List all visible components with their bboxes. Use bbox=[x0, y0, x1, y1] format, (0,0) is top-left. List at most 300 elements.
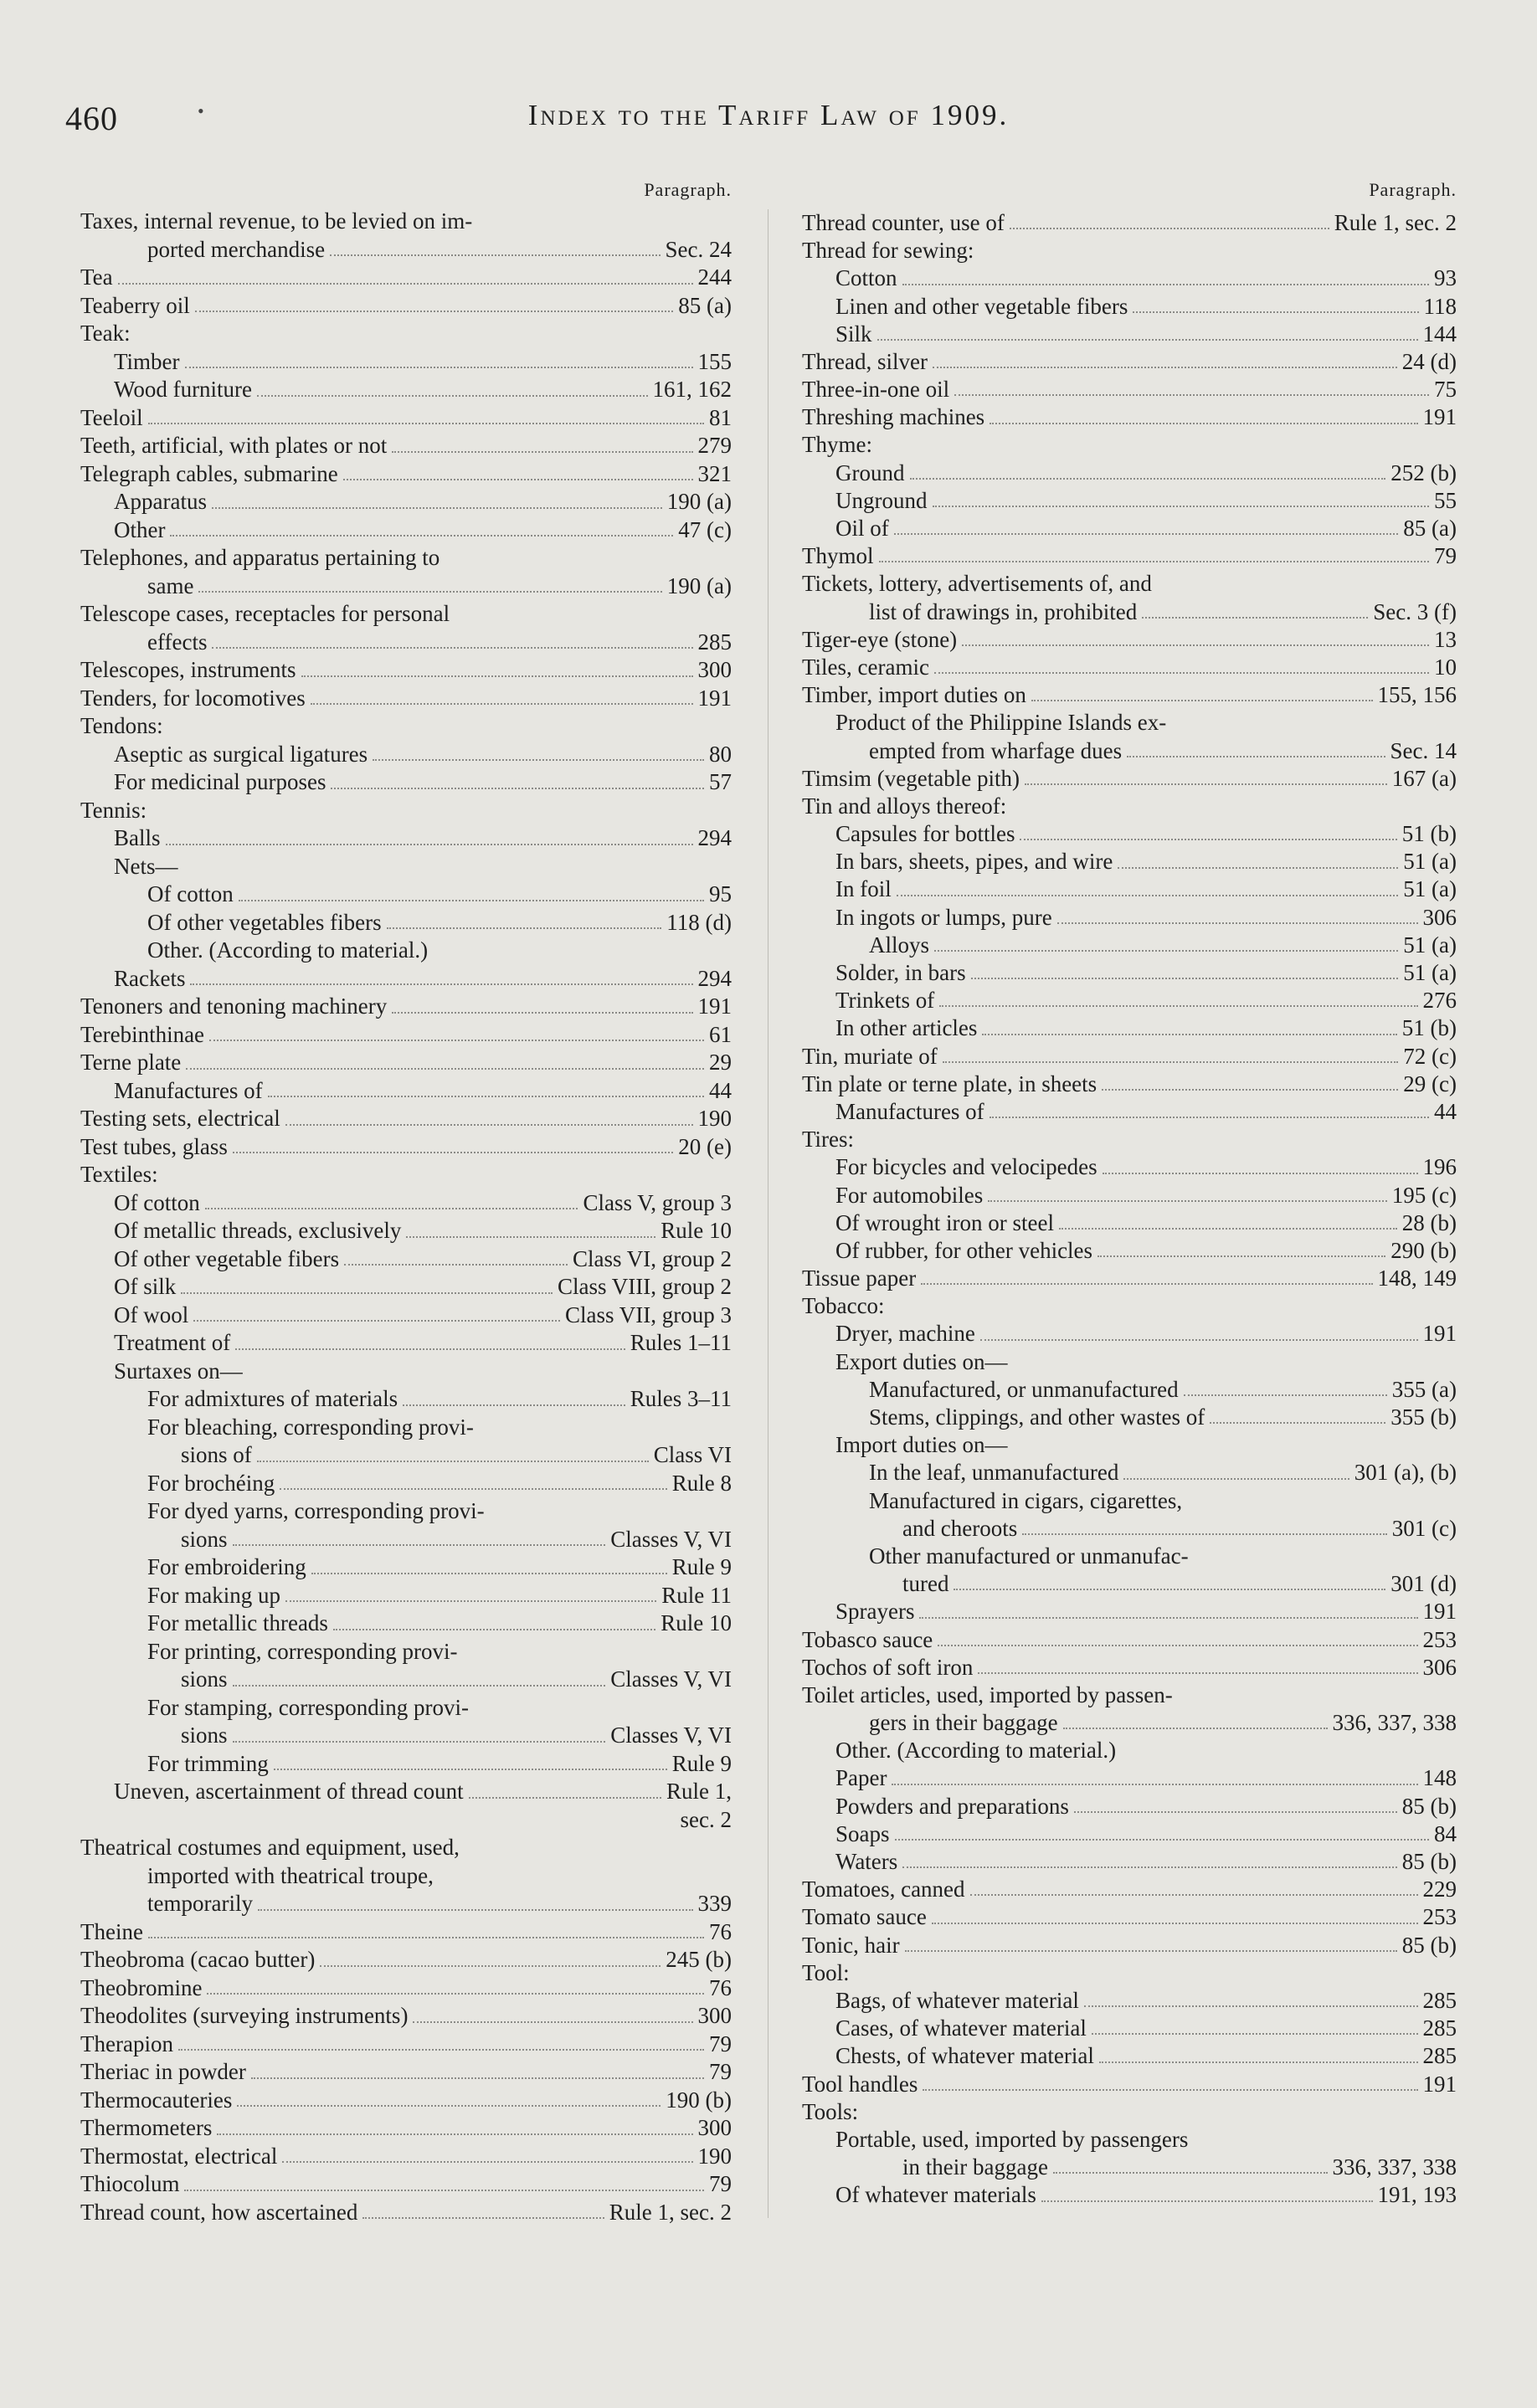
index-entry bbox=[802, 1265, 1457, 1292]
entry-reference: 44 bbox=[709, 1077, 732, 1103]
entry-text: Teeloil bbox=[80, 404, 143, 430]
entry-text: Teak: bbox=[80, 321, 131, 346]
entry-text: effects bbox=[147, 629, 208, 655]
entry-text: For brochéing bbox=[147, 1470, 275, 1496]
entry-reference: 85 (b) bbox=[1401, 1849, 1457, 1875]
entry-text: Tickets, lottery, advertisements of, and bbox=[802, 571, 1152, 597]
entry-text: Surtaxes on— bbox=[114, 1358, 243, 1384]
entry-text: For metallic threads bbox=[147, 1610, 328, 1635]
entry-reference: Rule 1, sec. 2 bbox=[609, 2199, 732, 2225]
entry-text: empted from wharfage dues bbox=[869, 737, 1123, 763]
index-entry bbox=[80, 1302, 732, 1330]
entry-text: Linen and other vegetable fibers bbox=[835, 293, 1128, 319]
entry-text: Dryer, machine bbox=[835, 1321, 975, 1347]
entry-reference: 95 bbox=[709, 881, 732, 906]
index-entry bbox=[80, 629, 732, 657]
index-entry bbox=[802, 1737, 1457, 1764]
dot-leader bbox=[469, 1797, 661, 1799]
dot-leader bbox=[1118, 867, 1398, 869]
dot-leader bbox=[331, 788, 704, 789]
dot-leader bbox=[239, 900, 704, 901]
entry-reference: 167 (a) bbox=[1391, 765, 1457, 791]
index-entry bbox=[802, 2042, 1457, 2070]
entry-text: Thyme: bbox=[802, 432, 872, 458]
index-entry bbox=[80, 1834, 732, 1862]
dot-leader bbox=[392, 1012, 692, 1014]
index-entry bbox=[802, 1459, 1457, 1486]
dot-leader bbox=[1010, 228, 1329, 229]
entry-text: In the leaf, unmanufactured bbox=[869, 1460, 1119, 1486]
index-entry bbox=[80, 1638, 732, 1666]
entry-reference: 253 bbox=[1422, 1626, 1457, 1652]
dot-leader bbox=[233, 1544, 606, 1546]
entry-reference: 29 (c) bbox=[1403, 1071, 1457, 1096]
index-entry bbox=[80, 1806, 732, 1835]
index-entry bbox=[802, 709, 1457, 737]
entry-text: Portable, used, imported by passengers bbox=[835, 2126, 1189, 2152]
entry-text: Thread count, how ascertained bbox=[80, 2199, 358, 2225]
entry-reference: Classes V, VI bbox=[610, 1666, 732, 1692]
index-entry bbox=[80, 2058, 732, 2087]
entry-text: For dyed yarns, corresponding provi- bbox=[147, 1498, 485, 1523]
entry-reference: 244 bbox=[697, 264, 732, 290]
entry-text: Powders and preparations bbox=[835, 1793, 1069, 1819]
dot-leader bbox=[193, 1320, 560, 1322]
dot-leader bbox=[988, 1200, 1387, 1202]
entry-text: Aseptic as surgical ligatures bbox=[114, 741, 368, 767]
index-entry bbox=[802, 2098, 1457, 2126]
index-entry bbox=[802, 987, 1457, 1014]
entry-reference: 290 (b) bbox=[1390, 1237, 1457, 1263]
index-entry bbox=[80, 1750, 732, 1779]
entry-text: sions bbox=[181, 1666, 228, 1692]
dot-leader bbox=[1025, 783, 1387, 785]
entry-reference: 253 bbox=[1422, 1904, 1457, 1930]
index-entry bbox=[802, 237, 1457, 264]
dot-leader bbox=[990, 1117, 1429, 1118]
entry-reference: 321 bbox=[697, 460, 732, 486]
index-entry bbox=[80, 460, 732, 489]
index-entry bbox=[80, 488, 732, 516]
entry-reference: Rule 9 bbox=[671, 1750, 732, 1776]
entry-reference: Classes V, VI bbox=[610, 1723, 732, 1748]
entry-reference: 148 bbox=[1422, 1765, 1457, 1791]
index-entry bbox=[80, 1217, 732, 1245]
index-entry bbox=[802, 2071, 1457, 2098]
index-entry bbox=[802, 848, 1457, 875]
entry-text: In bars, sheets, pipes, and wire bbox=[835, 849, 1113, 875]
entry-reference: 51 (a) bbox=[1403, 876, 1457, 902]
index-entry bbox=[802, 1071, 1457, 1098]
index-entry bbox=[80, 1077, 732, 1106]
index-entry bbox=[80, 2170, 732, 2199]
dot-leader bbox=[274, 1769, 667, 1770]
dot-leader bbox=[938, 1645, 1417, 1646]
entry-text: Of wool bbox=[114, 1302, 189, 1327]
dot-leader bbox=[198, 591, 661, 593]
dot-leader bbox=[1020, 839, 1396, 840]
entry-text: Threshing machines bbox=[802, 404, 985, 430]
entry-text: ported merchandise bbox=[147, 236, 326, 262]
entry-reference: 190 (a) bbox=[666, 572, 732, 598]
entry-reference: Sec. 14 bbox=[1390, 737, 1457, 763]
index-entry bbox=[802, 1487, 1457, 1515]
index-entry bbox=[80, 264, 732, 292]
dot-leader bbox=[320, 1965, 661, 1967]
dot-leader bbox=[333, 1629, 655, 1630]
entry-reference: 294 bbox=[697, 965, 732, 991]
index-entry bbox=[80, 2031, 732, 2059]
entry-reference: 76 bbox=[709, 1974, 732, 2000]
index-entry bbox=[802, 626, 1457, 654]
entry-text: Solder, in bars bbox=[835, 960, 966, 986]
index-entry bbox=[80, 797, 732, 825]
index-entry bbox=[80, 1526, 732, 1554]
dot-leader bbox=[892, 1784, 1417, 1785]
dot-leader bbox=[1099, 2061, 1418, 2063]
entry-text: Tin, muriate of bbox=[802, 1043, 938, 1069]
entry-reference: 79 bbox=[1434, 543, 1457, 569]
index-entry bbox=[80, 572, 732, 601]
index-entry bbox=[802, 1765, 1457, 1793]
index-entry bbox=[80, 432, 732, 460]
entry-reference: 190 (b) bbox=[666, 2087, 732, 2113]
entry-text: Thermocauteries bbox=[80, 2087, 233, 2113]
entry-reference: sec. 2 bbox=[680, 1806, 732, 1832]
entry-text: gers in their baggage bbox=[869, 1710, 1058, 1736]
dot-leader bbox=[902, 1866, 1396, 1868]
index-entry bbox=[80, 1273, 732, 1302]
entry-text: Theine bbox=[80, 1918, 143, 1944]
index-entry bbox=[802, 1626, 1457, 1654]
dot-leader bbox=[170, 535, 673, 537]
dot-leader bbox=[894, 533, 1399, 535]
entry-reference: 118 (d) bbox=[666, 909, 732, 935]
entry-text: For printing, corresponding provi- bbox=[147, 1638, 458, 1664]
entry-reference: Sec. 3 (f) bbox=[1373, 598, 1457, 624]
entry-reference: 61 bbox=[709, 1021, 732, 1047]
index-entry bbox=[80, 685, 732, 713]
right-entries bbox=[802, 209, 1457, 2210]
index-entry bbox=[80, 1329, 732, 1358]
entry-text: Tool handles bbox=[802, 2071, 918, 2097]
entry-text: Of silk bbox=[114, 1274, 177, 1299]
entry-reference: 190 bbox=[697, 2143, 732, 2169]
index-entry bbox=[802, 598, 1457, 626]
entry-text: Bags, of whatever material bbox=[835, 1987, 1079, 2013]
entry-reference: 191 bbox=[1422, 1321, 1457, 1347]
dot-leader bbox=[980, 1339, 1418, 1341]
dot-leader bbox=[237, 2105, 661, 2107]
index-entry bbox=[80, 208, 732, 236]
dot-leader bbox=[209, 1040, 704, 1041]
index-entry bbox=[80, 1189, 732, 1218]
entry-text: Of cotton bbox=[114, 1189, 200, 1215]
index-entry bbox=[80, 1553, 732, 1582]
entry-reference: 161, 162 bbox=[652, 377, 732, 402]
index-entry bbox=[802, 570, 1457, 598]
dot-leader bbox=[233, 1152, 673, 1153]
dot-leader bbox=[1097, 1255, 1385, 1257]
index-entry bbox=[80, 1245, 732, 1274]
entry-text: Tochos of soft iron bbox=[802, 1654, 974, 1680]
entry-reference: 294 bbox=[697, 825, 732, 850]
entry-reference: 85 (b) bbox=[1401, 1793, 1457, 1819]
index-entry bbox=[802, 348, 1457, 376]
index-entry bbox=[802, 542, 1457, 570]
index-entry bbox=[802, 460, 1457, 487]
index-entry bbox=[802, 1570, 1457, 1598]
dot-leader bbox=[934, 950, 1398, 952]
entry-reference: 79 bbox=[709, 2059, 732, 2084]
entry-reference: 81 bbox=[709, 404, 732, 430]
entry-reference: 336, 337, 338 bbox=[1332, 2154, 1457, 2180]
dot-leader bbox=[282, 2161, 692, 2163]
entry-text: Timsim (vegetable pith) bbox=[802, 765, 1020, 791]
entry-text: Ground bbox=[835, 460, 905, 485]
dot-leader bbox=[148, 1937, 704, 1938]
entry-reference: 148, 149 bbox=[1377, 1266, 1457, 1291]
index-entry bbox=[80, 1497, 732, 1526]
left-column-heading: Paragraph. bbox=[644, 179, 732, 200]
dot-leader bbox=[233, 1685, 606, 1687]
entry-text: Of metallic threads, exclusively bbox=[114, 1218, 402, 1243]
index-entry bbox=[80, 348, 732, 377]
index-entry bbox=[80, 1133, 732, 1162]
dot-leader bbox=[184, 2190, 704, 2191]
entry-text: Taxes, internal revenue, to be levied on im- bbox=[80, 208, 473, 234]
entry-text: Capsules for bottles bbox=[835, 821, 1015, 847]
dot-leader bbox=[1074, 1811, 1397, 1813]
index-entry bbox=[802, 904, 1457, 932]
index-entry bbox=[80, 909, 732, 937]
entry-text: Product of the Philippine Islands ex- bbox=[835, 710, 1167, 736]
entry-reference: 13 bbox=[1434, 626, 1457, 652]
index-entry bbox=[802, 1681, 1457, 1709]
index-entry bbox=[80, 853, 732, 881]
entry-text: Other. (According to material.) bbox=[147, 937, 429, 963]
index-entry bbox=[802, 1709, 1457, 1737]
dot-leader bbox=[268, 1096, 704, 1097]
dot-leader bbox=[258, 1909, 693, 1911]
index-entry bbox=[802, 321, 1457, 348]
entry-text: In ingots or lumps, pure bbox=[835, 904, 1052, 930]
entry-text: Thymol bbox=[802, 543, 874, 569]
dot-leader bbox=[1127, 756, 1385, 757]
dot-leader bbox=[280, 1488, 667, 1490]
entry-text: Tenders, for locomotives bbox=[80, 685, 306, 711]
index-entry bbox=[802, 1987, 1457, 2015]
entry-reference: 24 (d) bbox=[1401, 348, 1457, 374]
entry-text: Tiles, ceramic bbox=[802, 654, 929, 680]
entry-reference: 300 bbox=[697, 2115, 732, 2140]
entry-text: Stems, clippings, and other wastes of bbox=[869, 1404, 1205, 1430]
entry-text: Terebinthinae bbox=[80, 1021, 205, 1047]
entry-reference: 229 bbox=[1422, 1877, 1457, 1902]
index-entry bbox=[80, 712, 732, 741]
entry-reference: 191 bbox=[1422, 1599, 1457, 1625]
entry-text: Theobroma (cacao butter) bbox=[80, 1947, 316, 1972]
entry-text: In foil bbox=[835, 876, 892, 902]
index-entry bbox=[80, 1722, 732, 1750]
right-column-heading: Paragraph. bbox=[1369, 179, 1457, 200]
index-entry bbox=[80, 1666, 732, 1694]
entry-text: imported with theatrical troupe, bbox=[147, 1862, 434, 1888]
index-entry bbox=[802, 876, 1457, 904]
dot-leader bbox=[1059, 1228, 1397, 1230]
entry-reference: 191, 193 bbox=[1377, 2182, 1457, 2208]
entry-text: Paper bbox=[835, 1765, 887, 1791]
entry-text: For bicycles and velocipedes bbox=[835, 1154, 1097, 1180]
entry-text: Timber, import duties on bbox=[802, 682, 1026, 708]
dot-leader bbox=[971, 978, 1399, 979]
dot-leader bbox=[207, 1993, 704, 1995]
dot-leader bbox=[1210, 1422, 1385, 1424]
entry-text: Treatment of bbox=[114, 1330, 231, 1355]
index-entry bbox=[802, 293, 1457, 321]
entry-text: Tin plate or terne plate, in sheets bbox=[802, 1071, 1097, 1096]
dot-leader bbox=[178, 2049, 704, 2051]
dot-leader bbox=[148, 423, 704, 424]
entry-text: In other articles bbox=[835, 1015, 978, 1041]
index-entry bbox=[80, 1862, 732, 1891]
entry-text: in their baggage bbox=[902, 2154, 1048, 2180]
entry-reference: 155, 156 bbox=[1377, 682, 1457, 708]
index-entry bbox=[802, 681, 1457, 709]
dot-leader bbox=[921, 1283, 1372, 1285]
dot-leader bbox=[982, 1034, 1396, 1035]
entry-reference: 276 bbox=[1422, 988, 1457, 1014]
index-entry bbox=[802, 1376, 1457, 1404]
entry-reference: Class VIII, group 2 bbox=[558, 1274, 732, 1299]
entry-text: and cheroots bbox=[902, 1515, 1018, 1541]
dot-leader bbox=[387, 927, 662, 929]
index-entry bbox=[80, 768, 732, 797]
entry-text: Rackets bbox=[114, 965, 186, 991]
index-entry bbox=[80, 1610, 732, 1638]
entry-text: Soaps bbox=[835, 1820, 890, 1846]
dot-leader bbox=[990, 423, 1417, 424]
entry-text: Telegraph cables, submarine bbox=[80, 460, 338, 486]
index-entry bbox=[80, 2199, 732, 2227]
entry-reference: Rules 3–11 bbox=[630, 1386, 732, 1411]
entry-reference: 144 bbox=[1422, 321, 1457, 347]
entry-text: For making up bbox=[147, 1582, 280, 1608]
entry-reference: 51 (b) bbox=[1401, 821, 1457, 847]
index-entry bbox=[802, 765, 1457, 793]
index-entry bbox=[80, 292, 732, 321]
dot-leader bbox=[251, 2077, 704, 2079]
index-entry bbox=[802, 1237, 1457, 1265]
index-entry bbox=[80, 544, 732, 572]
index-entry bbox=[802, 1820, 1457, 1848]
index-entry bbox=[80, 937, 732, 965]
index-entry bbox=[80, 1105, 732, 1133]
entry-reference: 306 bbox=[1422, 904, 1457, 930]
dot-leader bbox=[166, 844, 693, 845]
entry-reference: Rule 10 bbox=[661, 1218, 732, 1243]
entry-reference: 85 (a) bbox=[678, 292, 732, 318]
index-entry bbox=[802, 1153, 1457, 1181]
dot-leader bbox=[190, 983, 692, 985]
index-entry bbox=[802, 793, 1457, 820]
index-entry bbox=[80, 1918, 732, 1947]
entry-text: Telescope cases, receptacles for personal bbox=[80, 601, 450, 626]
index-entry bbox=[802, 1515, 1457, 1543]
left-column bbox=[80, 179, 732, 2226]
left-entries bbox=[80, 208, 732, 2226]
dot-leader bbox=[343, 479, 693, 480]
entry-text: Cotton bbox=[835, 265, 897, 291]
entry-text: Tool: bbox=[802, 1959, 850, 1985]
dot-leader bbox=[205, 1208, 578, 1209]
dot-leader bbox=[1123, 1478, 1349, 1480]
entry-text: sions bbox=[181, 1526, 228, 1552]
index-entry bbox=[802, 376, 1457, 403]
entry-reference: Class V, group 3 bbox=[583, 1189, 732, 1215]
entry-reference: 29 bbox=[709, 1050, 732, 1075]
entry-reference: 85 (b) bbox=[1401, 1932, 1457, 1958]
index-entry bbox=[802, 1959, 1457, 1987]
entry-text: For admixtures of materials bbox=[147, 1386, 398, 1411]
entry-text: Of rubber, for other vehicles bbox=[835, 1237, 1093, 1263]
entry-reference: 300 bbox=[697, 2003, 732, 2028]
entry-text: Apparatus bbox=[114, 489, 207, 514]
dot-leader bbox=[1142, 617, 1368, 619]
entry-reference: 51 (b) bbox=[1401, 1015, 1457, 1041]
dot-leader bbox=[954, 1589, 1385, 1590]
entry-reference: 79 bbox=[709, 2171, 732, 2196]
entry-text: Balls bbox=[114, 825, 161, 850]
entry-reference: 20 (e) bbox=[678, 1133, 732, 1159]
entry-reference: 55 bbox=[1434, 487, 1457, 513]
entry-reference: 355 (b) bbox=[1390, 1404, 1457, 1430]
entry-text: Of other vegetable fibers bbox=[114, 1245, 340, 1271]
entry-reference: Rule 1, sec. 2 bbox=[1334, 209, 1457, 235]
entry-text: Chests, of whatever material bbox=[835, 2043, 1094, 2069]
dot-leader bbox=[413, 2021, 692, 2023]
dot-leader bbox=[311, 1573, 667, 1574]
entry-text: Terne plate bbox=[80, 1050, 182, 1075]
entry-text: Tin and alloys thereof: bbox=[802, 793, 1007, 819]
entry-text: Of cotton bbox=[147, 881, 234, 906]
entry-text: Import duties on— bbox=[835, 1432, 1008, 1458]
entry-reference: 79 bbox=[709, 2031, 732, 2056]
entry-text: sions of bbox=[181, 1442, 252, 1467]
index-entry bbox=[802, 1014, 1457, 1042]
dot-leader bbox=[118, 283, 693, 285]
entry-reference: Class VI bbox=[653, 1442, 732, 1467]
entry-text: Timber bbox=[114, 348, 180, 374]
index-entry bbox=[802, 432, 1457, 460]
index-entry bbox=[80, 824, 732, 853]
entry-text: Tires: bbox=[802, 1127, 855, 1153]
dot-leader bbox=[943, 1061, 1399, 1063]
index-entry bbox=[80, 2002, 732, 2031]
dot-leader bbox=[879, 561, 1430, 562]
index-entry bbox=[802, 2126, 1457, 2154]
entry-text: Manufactures of bbox=[114, 1077, 263, 1103]
entry-text: Theodolites (surveying instruments) bbox=[80, 2003, 409, 2028]
index-entry bbox=[802, 654, 1457, 681]
dot-leader bbox=[1133, 311, 1418, 313]
index-entry bbox=[80, 1358, 732, 1386]
entry-reference: 195 (c) bbox=[1391, 1182, 1457, 1208]
index-entry bbox=[80, 1049, 732, 1077]
dot-leader bbox=[301, 675, 693, 677]
dot-leader bbox=[373, 759, 704, 761]
index-entry bbox=[802, 487, 1457, 515]
